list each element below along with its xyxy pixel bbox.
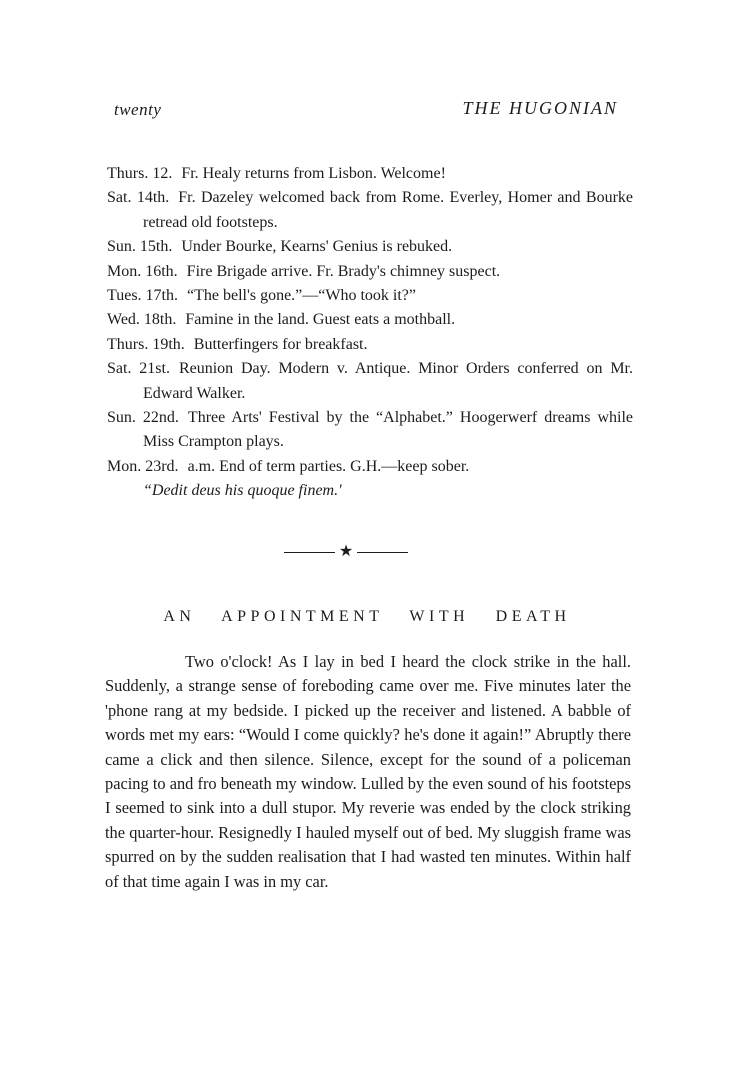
diary-date: Thurs. 19th. [107,335,185,353]
diary-text: Under Bourke, Kearns' Genius is rebuked. [181,238,453,256]
star-icon: ★ [338,543,354,560]
separator-rule-right [357,552,408,553]
diary-entry [107,333,633,357]
diary-text: Butterfingers for breakfast. [193,335,368,353]
diary-entry [107,406,633,455]
diary-entry [107,235,633,259]
diary-date: Sat. 14th. [107,189,170,207]
diary-date: Wed. 18th. [107,311,177,329]
diary-text: Reunion Day. Modern v. Antique. Minor Orders conferred on Mr. Edward Walker. [143,360,633,402]
diary-entry [107,186,633,235]
diary-text: Fr. Healy returns from Lisbon. Welcome! [181,165,446,182]
article-title: AN APPOINTMENT WITH DEATH [163,608,571,625]
diary-entry [107,308,633,332]
diary-date: Mon. 23rd. [107,457,179,475]
diary-date: Thurs. 12. [107,165,173,182]
diary-text: Fr. Dazeley welcomed back from Rome. Everley, Homer and Bourke retread old footsteps. [143,189,633,231]
diary-date: Sun. 22nd. [107,409,179,427]
separator-rule-left [284,552,335,553]
diary-date: Sun. 15th. [107,238,173,256]
diary-text: Three Arts' Festival by the “Alphabet.” Hoogerwerf dreams while Miss Crampton plays. [143,409,634,451]
journal-title: THE HUGONIAN [462,98,618,118]
diary-date: Mon. 16th. [107,262,178,280]
diary-date: Sat. 21st. [107,360,170,378]
diary-date: Tues. 17th. [107,287,178,305]
page-number: twenty [114,100,162,119]
running-header [104,96,618,124]
diary-entry [107,357,633,406]
diary-text: Fire Brigade arrive. Fr. Brady's chimney suspect. [186,262,501,280]
article-body: Two o'clock! As I lay in bed I heard the clock strike in the hall. Suddenly, a strange sense of foreboding came over me. Five minutes later the 'phone rang at my bedside. I picked up the receiver and listened. A babble of words met my ears: “Would I come quickly? he's done it again!” Abruptly there came a click and then silence. Silence, except for the sound of a policeman pacing to and fro beneath my window. Lulled by the even sound of his footsteps I seemed to sink into a dull stupor. My reverie was ended by the clock striking the quarter-hour. Resignedly I hauled myself out of bed. My sluggish frame was spurred on by the sudden realisation that I had wasted ten minutes. Within half of that time again I was in my car. [105,652,631,891]
diary-entries [107,162,633,504]
diary-entry [107,162,633,186]
diary-entry [107,284,633,308]
section-separator [284,542,408,562]
diary-text: Famine in the land. Guest eats a mothball. [185,311,456,329]
diary-text: a.m. End of term parties. G.H.—keep sober. [187,457,470,475]
diary-text: “The bell's gone.”—“Who took it?” [186,287,417,305]
diary-entry [107,260,633,284]
diary-entry [107,455,633,479]
closing-quote: “Dedit deus his quoque finem.' [143,482,342,500]
